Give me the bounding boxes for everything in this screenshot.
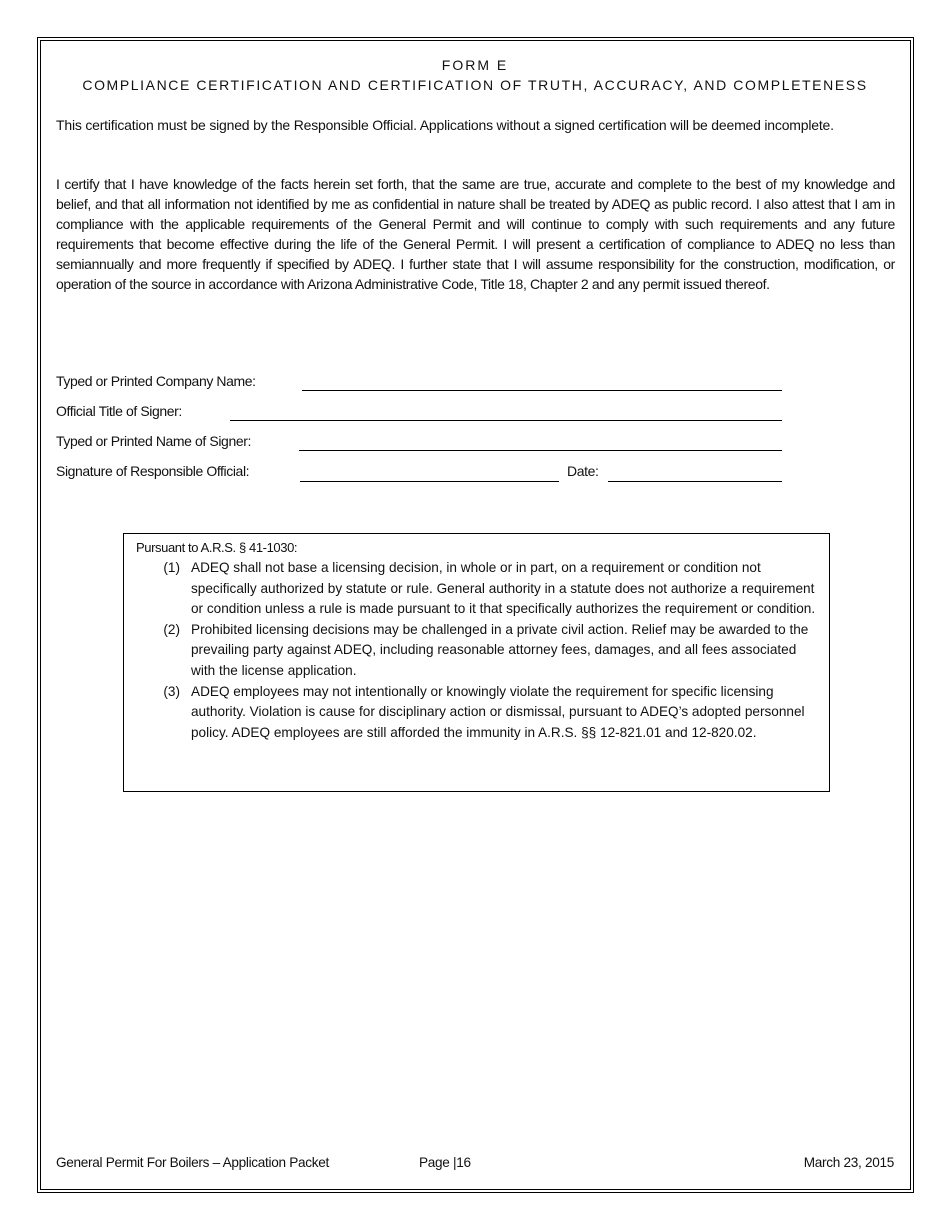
date-field[interactable]: [608, 481, 782, 482]
statute-item: [136, 558, 821, 620]
statute-item: [136, 620, 821, 682]
form-title: COMPLIANCE CERTIFICATION AND CERTIFICATION OF TRUTH, ACCURACY, AND COMPLETENESS: [82, 77, 868, 93]
statute-notice-box: [123, 533, 830, 792]
footer-date: March 23, 2015: [803, 1155, 894, 1170]
company-name-field[interactable]: [302, 390, 782, 391]
footer-page-number: Page |16: [419, 1155, 471, 1170]
date-label: Date:: [567, 463, 599, 479]
company-name-label: Typed or Printed Company Name:: [56, 373, 256, 389]
intro-paragraph: This certification must be signed by the Responsible Official. Applications without a signed certification will be deemed incomplete.: [56, 117, 834, 133]
official-title-label: Official Title of Signer:: [56, 403, 182, 419]
form-label: FORM E: [441, 57, 509, 73]
footer-document-title: General Permit For Boilers – Application Packet: [56, 1155, 330, 1170]
statute-item: [136, 682, 821, 744]
statute-heading: Pursuant to A.R.S. § 41-1030:: [136, 540, 298, 555]
signature-field[interactable]: [300, 481, 559, 482]
signer-name-label: Typed or Printed Name of Signer:: [56, 433, 251, 449]
signature-label: Signature of Responsible Official:: [56, 463, 250, 479]
official-title-field[interactable]: [230, 420, 782, 421]
signer-name-field[interactable]: [299, 450, 782, 451]
statute-list: [136, 558, 821, 743]
statute-item-text: ADEQ shall not base a licensing decision, in whole or in part, on a requirement or condition not specifically authorized by statute or rule. General authority in a statute does not authorize a requirement or condition unless a rule is made pursuant to it that specifically authorizes the requirement or condition.: [191, 560, 816, 617]
certification-paragraph: I certify that I have knowledge of the facts herein set forth, that the same are true, accurate and complete to the best of my knowledge and belief, and that all information not identified by me as confidential in nature shall be treated by ADEQ as public record. I also attest that I am in compliance with the applicable requirements of the General Permit and will continue to comply with such requirements and any future requirements that become effective during the life of the General Permit. I will present a certification of compliance to ADEQ no less than semiannually and more frequently if specified by ADEQ. I further state that I will assume responsibility for the construction, modification, or operation of the source in accordance with Arizona Administrative Code, Title 18, Chapter 2 and any permit issued thereof.: [56, 176, 895, 292]
statute-item-text: ADEQ employees may not intentionally or knowingly violate the requirement for specific licensing authority. Violation is cause for disciplinary action or dismissal, pursuant to ADEQ’s adopted personnel policy. ADEQ employees are still afforded the immunity in A.R.S. §§ 12-821.01 and 12-820.02.: [191, 683, 805, 740]
statute-item-number: (3): [163, 683, 180, 699]
statute-item-text: Prohibited licensing decisions may be challenged in a private civil action. Relief may be awarded to the prevailing party against ADEQ, including reasonable attorney fees, damages, and all fees associated with the license application.: [191, 621, 809, 678]
statute-item-number: (2): [163, 621, 180, 637]
statute-item-number: (1): [163, 560, 180, 575]
